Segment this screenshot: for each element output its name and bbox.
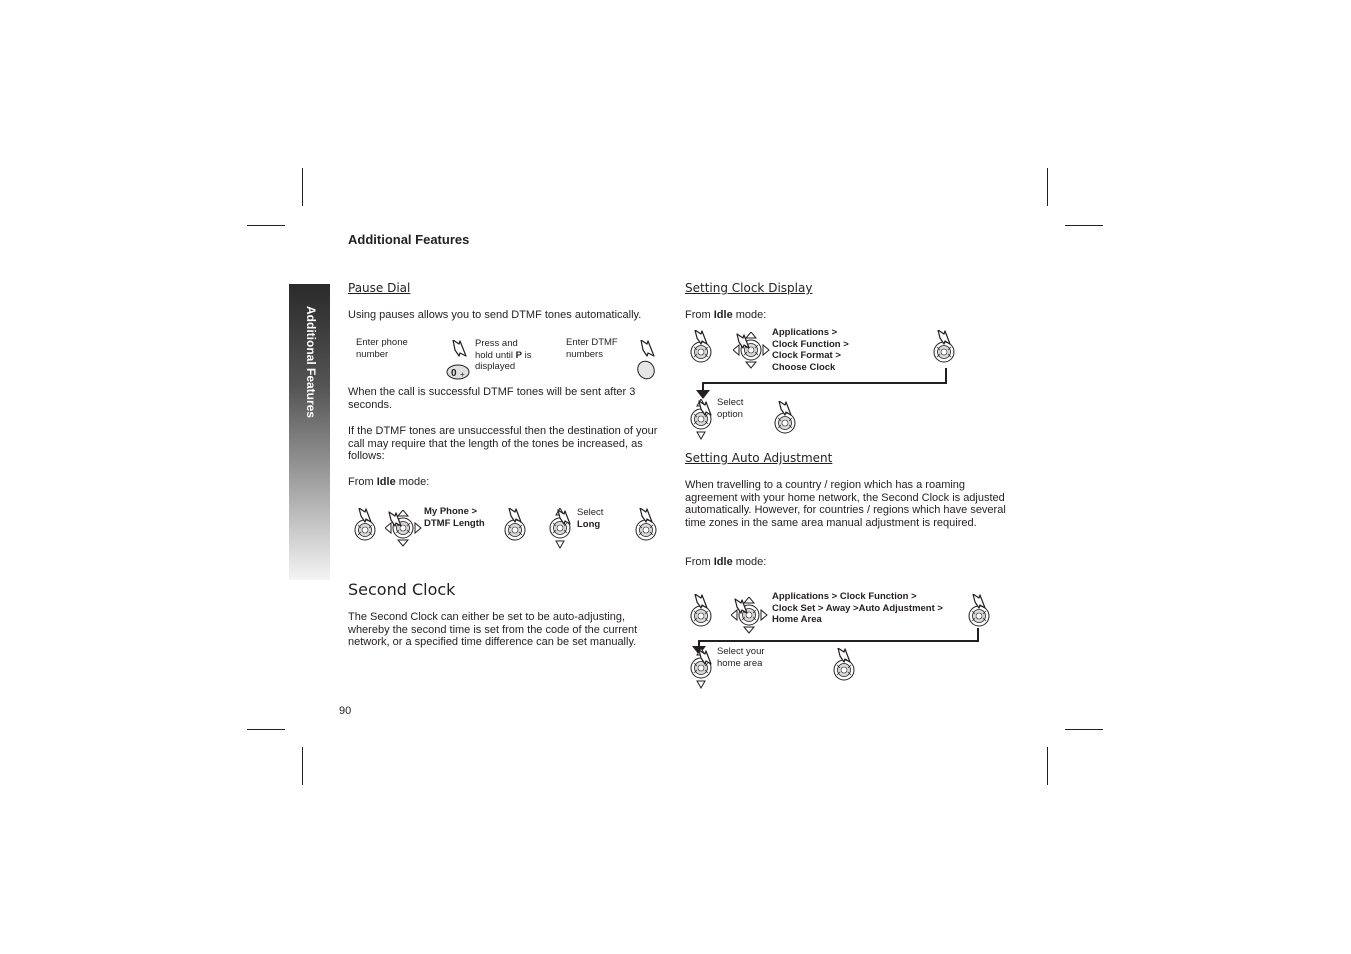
crop-mark <box>302 747 303 785</box>
auto-adjust-title: Setting Auto Adjustment <box>685 451 833 465</box>
nav-updown-icon <box>689 648 715 690</box>
menu-path-home-area: Applications > Clock Function > Clock Set > Away >Auto Adjustment > Home Area <box>772 591 943 625</box>
clock-display-from-idle: From Idle mode: <box>685 309 767 321</box>
menu-path-clock-format: Applications > Clock Function > Clock Format > Choose Clock <box>772 327 849 373</box>
nav-updown-icon <box>548 508 574 550</box>
crop-mark <box>1047 747 1048 785</box>
side-tab <box>289 284 330 580</box>
crop-mark <box>247 225 285 226</box>
ok-key-press-icon <box>634 508 660 544</box>
auto-adjust-body: When travelling to a country / region which has a roaming agreement with your home network, the Second Clock is adjusted automatically. However, for countries / regions which have several time zones in the same area manual adjustment is required. <box>685 479 1006 529</box>
step-press-hold: Press and hold until P is displayed <box>475 338 532 372</box>
clock-display-title: Setting Clock Display <box>685 281 813 295</box>
second-clock-body: The Second Clock can either be set to be auto-adjusting, whereby the second time is set from the code of the current network, or a specified time difference can be set manually. <box>348 611 638 648</box>
zero-key-press-icon <box>446 340 474 380</box>
step-enter-phone: Enter phone number <box>356 337 408 360</box>
zero-key-label: 0 <box>451 368 457 379</box>
nav-updown-icon <box>689 399 715 441</box>
pause-dial-intro: Using pauses allows you to send DTMF tones automatically. <box>348 309 642 321</box>
crop-mark <box>247 729 285 730</box>
ok-key-press-icon <box>503 508 529 544</box>
send-key-press-icon <box>634 340 660 380</box>
page-header: Additional Features <box>348 232 470 247</box>
ok-key-press-icon <box>832 648 858 684</box>
svg-text:+: + <box>460 370 465 379</box>
auto-adjust-from-idle: From Idle mode: <box>685 556 767 568</box>
crop-mark <box>1065 225 1103 226</box>
pause-dial-p2: If the DTMF tones are unsuccessful then the destination of your call may require that the length of the tones be increased, as follows: <box>348 425 658 462</box>
side-tab-label: Additional Features <box>304 306 318 419</box>
ok-key-press-icon <box>932 330 958 366</box>
select-home-area: Select your home area <box>717 646 765 669</box>
nav-4way-icon <box>385 510 423 548</box>
menu-key-press-icon <box>353 508 379 544</box>
step-enter-dtmf: Enter DTMF numbers <box>566 337 618 360</box>
ok-key-press-icon <box>967 594 993 630</box>
ok-key-press-icon <box>773 401 799 437</box>
select-option: Select option <box>717 397 744 420</box>
menu-path-dtmf: My Phone > DTMF Length <box>424 506 485 529</box>
menu-key-press-icon <box>689 330 715 366</box>
pause-dial-from-idle: From Idle mode: <box>348 476 430 488</box>
pause-dial-p1: When the call is successful DTMF tones will be sent after 3 seconds. <box>348 386 636 411</box>
page-number: 90 <box>339 705 352 717</box>
menu-key-press-icon <box>689 594 715 630</box>
pause-dial-title: Pause Dial <box>348 281 411 295</box>
second-clock-title: Second Clock <box>348 580 456 599</box>
crop-mark <box>302 168 303 206</box>
nav-4way-icon <box>733 332 771 370</box>
crop-mark <box>1047 168 1048 206</box>
crop-mark <box>1065 729 1103 730</box>
select-long: Select Long <box>577 507 604 530</box>
